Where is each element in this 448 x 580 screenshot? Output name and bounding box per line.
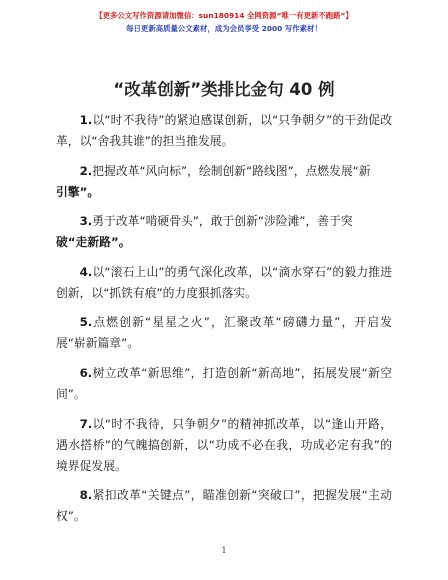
- item-text: 勇于改革“啃硬骨头”，敢于创新“涉险滩”，善于突: [92, 214, 353, 229]
- item-text: 紧扣改革“关键点”，瞄准创新“突破口”，把握发展“主动权”。: [56, 488, 392, 524]
- item-number: 3.: [79, 214, 93, 229]
- sentence-list: [56, 110, 392, 536]
- item-text: 树立改革“新思维”，打造创新“新高地”，拓展发展“新空间”。: [56, 365, 392, 401]
- promo-banner-line-2: 每日更新高质量公文素材，成为会员享受 2000 写作素材！: [126, 24, 322, 33]
- item-text: 点燃创新“星星之火”，汇聚改革“磅礴力量”，开启发展“崭新篇章”。: [56, 315, 392, 351]
- item-number: 4.: [79, 264, 93, 279]
- item-text-tail: 破“走新路”。: [56, 235, 131, 250]
- item-text: 以“时不我待”的紧迫感谋创新，以“只争朝夕”的干劲促改革，以“舍我其谁”的担当推发展。: [56, 113, 392, 148]
- list-item: [56, 312, 392, 354]
- list-item: [56, 262, 392, 304]
- item-number: 6.: [79, 365, 93, 380]
- item-number: 5.: [79, 315, 93, 330]
- item-number: 1.: [79, 113, 93, 127]
- item-text: 以“滚石上山”的勇气深化改革，以“滴水穿石”的毅力推进创新，以“抓铁有痕”的力度狠抓落实。: [56, 264, 392, 300]
- item-number: 7.: [79, 416, 93, 431]
- item-number: 2.: [79, 163, 93, 178]
- item-number: 8.: [79, 488, 93, 503]
- list-item: [56, 110, 392, 152]
- item-text: 把握改革“风向标”，绘制创新“路线图”，点燃发展“新: [92, 163, 371, 178]
- document-title: “改革创新”类排比金句 40 例: [113, 80, 335, 99]
- list-item: [56, 485, 392, 527]
- list-item: [56, 363, 392, 405]
- list-item: [56, 211, 392, 253]
- promo-banner-line-1: 【更多公文写作资源请加微信：sun180914 全网资源“唯一有更新不跑路”】: [95, 11, 353, 20]
- item-text: 以“时不我待，只争朝夕”的精神抓改革，以“逢山开路，遇水搭桥”的气魄搞创新，以“功成不必在我，功成必定有我”的境界促发展。: [56, 416, 392, 473]
- page-number: 1: [221, 546, 227, 555]
- list-item: [56, 414, 392, 477]
- item-text-tail: 引擎”。: [56, 184, 100, 199]
- list-item: [56, 161, 392, 203]
